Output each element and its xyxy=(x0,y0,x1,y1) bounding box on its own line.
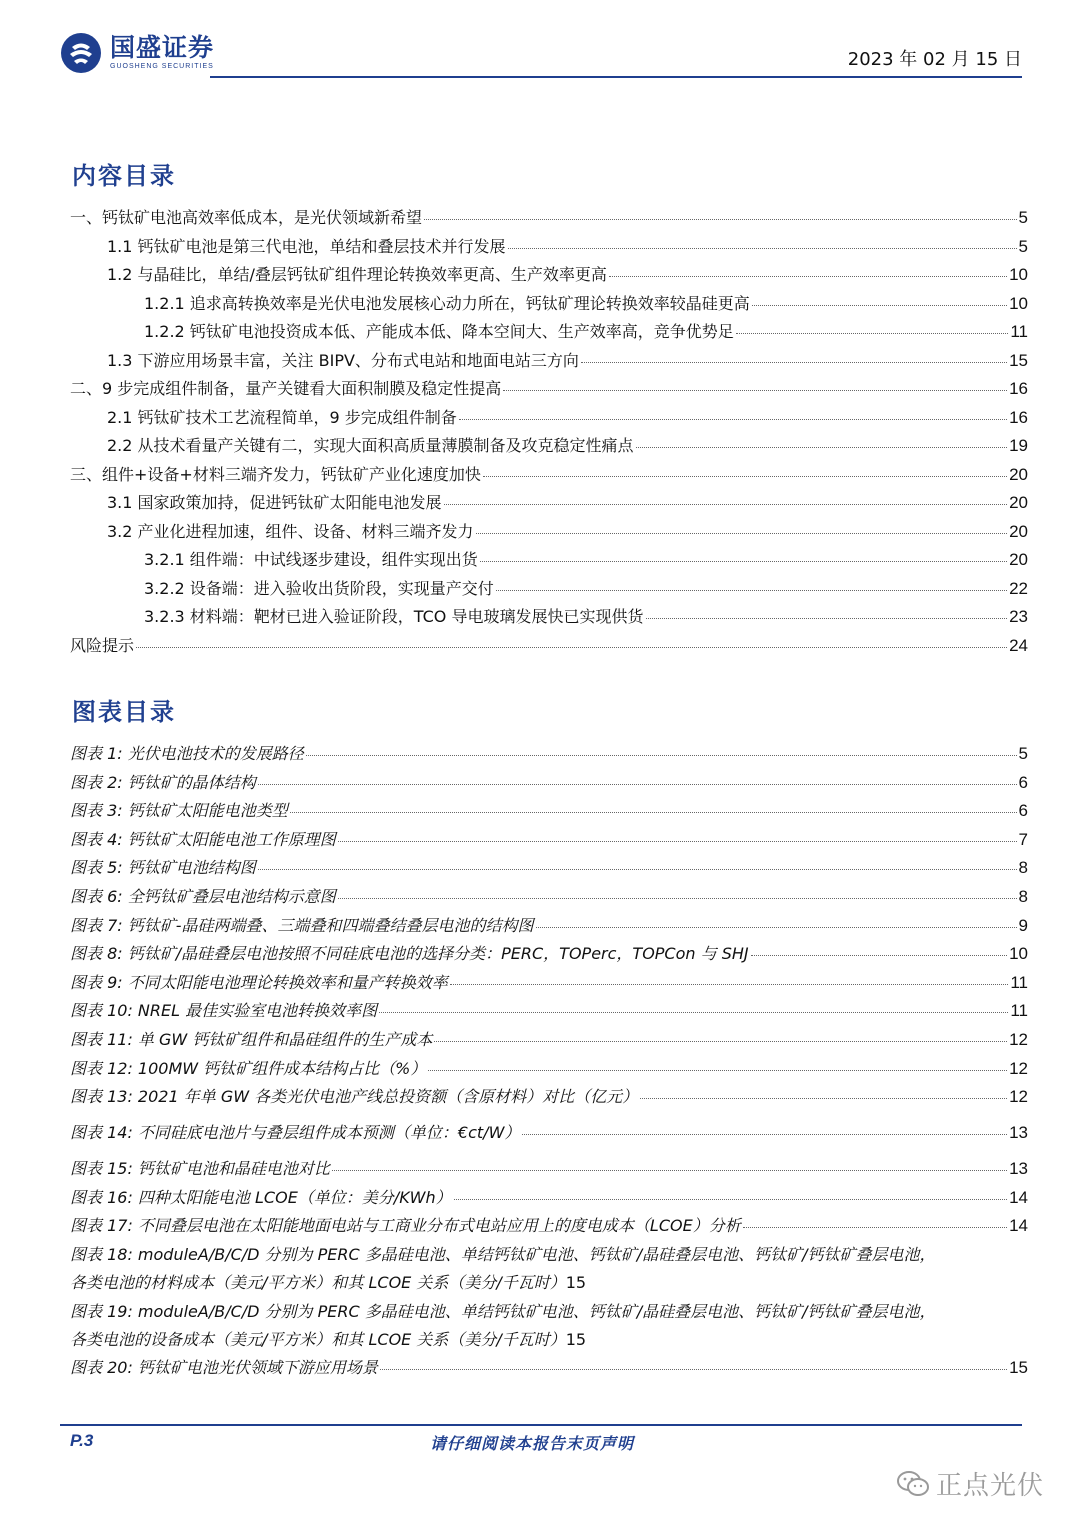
dot-leader xyxy=(522,1134,1007,1135)
figure-entry-text: 图表 6: 全钙钛矿叠层电池结构示意图 xyxy=(70,886,336,906)
figure-entry-text: 图表 17: 不同叠层电池在太阳能地面电站与工商业分布式电站应用上的度电成本（LCOE）分析 xyxy=(70,1216,741,1236)
figure-entry-page: 8 xyxy=(1018,886,1028,906)
figure-entry-text: 图表 12: 100MW 钙钛矿组件成本结构占比（%） xyxy=(70,1058,427,1078)
figure-entry[interactable] xyxy=(70,1159,1028,1179)
toc-entry-text: 3.2.3 材料端：靶材已进入验证阶段，TCO 导电玻璃发展快已实现供货 xyxy=(144,607,644,626)
figure-entry-page: 12 xyxy=(1009,1087,1028,1107)
figure-entry-page: 6 xyxy=(1018,801,1028,821)
figure-entry-page: 11 xyxy=(1010,972,1028,992)
dot-leader xyxy=(444,504,1008,505)
figure-entry-page: 6 xyxy=(1018,772,1028,792)
figure-entry-text: 图表 8: 钙钛矿/晶硅叠层电池按照不同硅底电池的选择分类：PERC，TOPerc，TOPCon 与 SHJ xyxy=(70,944,749,964)
dot-leader xyxy=(338,841,1017,842)
toc-entry-page: 5 xyxy=(1018,208,1028,227)
dot-leader xyxy=(450,984,1009,985)
toc-entry[interactable] xyxy=(70,607,1028,627)
figure-entry-text: 图表 10: NREL 最佳实验室电池转换效率图 xyxy=(70,1001,378,1021)
dot-leader xyxy=(428,1070,1007,1071)
dot-leader xyxy=(136,647,1007,648)
logo-name-cn: 国盛证券 xyxy=(110,33,215,62)
dot-leader xyxy=(636,447,1008,448)
dot-leader xyxy=(751,955,1007,956)
toc-entry[interactable] xyxy=(70,522,1028,542)
dot-leader xyxy=(483,476,1007,477)
figure-entry-text-cont: 各类电池的设备成本（美元/平方米）和其 LCOE 关系（美分/千瓦时） xyxy=(70,1329,566,1349)
figure-entry-text: 图表 14: 不同硅底电池片与叠层组件成本预测（单位：€ct/W） xyxy=(70,1123,521,1143)
dot-leader xyxy=(258,784,1017,785)
dot-leader xyxy=(454,1199,1007,1200)
figure-entry-text-cont: 各类电池的材料成本（美元/平方米）和其 LCOE 关系（美分/千瓦时） xyxy=(70,1272,566,1292)
dot-leader xyxy=(640,1098,1007,1099)
dot-leader xyxy=(332,1170,1007,1171)
figure-entry[interactable] xyxy=(70,830,1028,850)
figure-entry[interactable] xyxy=(70,773,1028,793)
figure-entry-page: 8 xyxy=(1018,858,1028,878)
figure-entry-text: 图表 16: 四种太阳能电池 LCOE（单位：美分/KWh） xyxy=(70,1187,452,1207)
figure-entry[interactable] xyxy=(70,973,1028,993)
figure-entry[interactable] xyxy=(70,1302,1028,1350)
dot-leader xyxy=(646,618,1008,619)
dot-leader xyxy=(581,362,1007,363)
toc-entry[interactable] xyxy=(70,208,1028,228)
dot-leader xyxy=(736,333,1009,334)
dot-leader xyxy=(379,1012,1008,1013)
figures-title: 图表目录 xyxy=(72,698,176,726)
dot-leader xyxy=(338,898,1017,899)
dot-leader xyxy=(752,305,1007,306)
figure-entry-page: 13 xyxy=(1009,1123,1028,1143)
dot-leader xyxy=(380,1369,1007,1370)
header-divider xyxy=(210,76,1022,78)
wechat-watermark xyxy=(896,1465,1044,1502)
toc-entry-page: 20 xyxy=(1009,521,1028,541)
toc-entry-text: 2.1 钙钛矿技术工艺流程简单，9 步完成组件制备 xyxy=(107,407,457,427)
toc-entry[interactable] xyxy=(70,351,1028,371)
figure-entry-text: 图表 9: 不同太阳能电池理论转换效率和量产转换效率 xyxy=(70,972,448,992)
toc-entry-page: 20 xyxy=(1009,493,1028,512)
logo-name-en: GUOSHENG SECURITIES xyxy=(110,63,214,70)
toc-entry[interactable] xyxy=(70,379,1028,399)
dot-leader xyxy=(496,590,1007,591)
company-logo xyxy=(60,32,214,74)
figure-entry[interactable] xyxy=(70,916,1028,936)
toc-entry-text: 1.1 钙钛矿电池是第三代电池，单结和叠层技术并行发展 xyxy=(107,236,506,256)
toc-entry[interactable] xyxy=(70,550,1028,570)
toc-entry-text: 3.1 国家政策加持，促进钙钛矿太阳能电池发展 xyxy=(107,493,442,512)
toc-entry-text: 风险提示 xyxy=(70,635,135,655)
watermark-text: 正点光伏 xyxy=(936,1471,1045,1501)
contents-title: 内容目录 xyxy=(72,162,176,190)
figure-entry-text: 图表 15: 钙钛矿电池和晶硅电池对比 xyxy=(70,1159,330,1179)
figure-entry-page: 14 xyxy=(1009,1187,1028,1207)
toc-entry-text: 3.2 产业化进程加速，组件、设备、材料三端齐发力 xyxy=(107,521,474,541)
figure-entry[interactable] xyxy=(70,1123,1028,1143)
toc-entry-page: 20 xyxy=(1009,550,1028,569)
figure-entry-page: 11 xyxy=(1010,1001,1028,1021)
figure-entry-text: 图表 20: 钙钛矿电池光伏领域下游应用场景 xyxy=(70,1358,378,1378)
toc-entry[interactable] xyxy=(70,237,1028,257)
figure-entry-page: 12 xyxy=(1009,1058,1028,1078)
figure-entry-text: 图表 5: 钙钛矿电池结构图 xyxy=(70,858,256,878)
toc-entry-text: 三、组件+设备+材料三端齐发力，钙钛矿产业化速度加快 xyxy=(70,464,481,484)
toc-entry-page: 16 xyxy=(1009,379,1028,398)
figure-entry[interactable] xyxy=(70,1030,1028,1050)
toc-entry-page: 10 xyxy=(1009,265,1028,284)
toc-entry[interactable] xyxy=(70,436,1028,456)
dot-leader xyxy=(290,812,1017,813)
figure-entry-text: 图表 2: 钙钛矿的晶体结构 xyxy=(70,772,256,792)
page-number: P.3 xyxy=(70,1431,94,1450)
dot-leader xyxy=(536,927,1017,928)
figure-entry[interactable] xyxy=(70,1059,1028,1079)
figure-entry-page: 15 xyxy=(565,1272,587,1292)
figure-entry[interactable] xyxy=(70,1358,1028,1378)
figure-entry-page: 5 xyxy=(1018,744,1028,763)
figure-entry-page: 12 xyxy=(1009,1029,1028,1049)
figure-entry[interactable] xyxy=(70,801,1028,821)
figure-entry[interactable] xyxy=(70,1245,1028,1293)
figure-entry[interactable] xyxy=(70,1216,1028,1236)
toc-entry-page: 11 xyxy=(1010,322,1028,341)
toc-entry-text: 1.2.1 追求高转换效率是光伏电池发展核心动力所在，钙钛矿理论转换效率较晶硅更高 xyxy=(144,293,750,313)
figure-entry-text: 图表 7: 钙钛矿-晶硅两端叠、三端叠和四端叠结叠层电池的结构图 xyxy=(70,915,534,935)
figure-entry-text: 图表 4: 钙钛矿太阳能电池工作原理图 xyxy=(70,829,336,849)
dot-leader xyxy=(459,419,1007,420)
page-header xyxy=(60,30,1022,82)
wechat-icon xyxy=(896,1469,930,1499)
toc-entry-text: 3.2.2 设备端：进入验收出货阶段，实现量产交付 xyxy=(144,578,494,598)
logo-emblem-icon xyxy=(60,32,102,74)
dot-leader xyxy=(743,1227,1007,1228)
toc-entry[interactable] xyxy=(70,636,1028,656)
figure-entry-page: 9 xyxy=(1018,915,1028,935)
figure-entry-text: 图表 1: 光伏电池技术的发展路径 xyxy=(70,744,304,763)
figure-entry-page: 7 xyxy=(1018,829,1028,849)
figure-entry-page: 10 xyxy=(1009,944,1028,964)
toc-entry[interactable] xyxy=(70,579,1028,599)
toc-entry-page: 5 xyxy=(1018,236,1028,256)
figure-entry[interactable] xyxy=(70,887,1028,907)
figure-entry-page: 15 xyxy=(1009,1358,1028,1378)
toc-entry-page: 15 xyxy=(1009,350,1028,370)
toc-entry-page: 10 xyxy=(1009,293,1028,313)
dot-leader xyxy=(609,276,1007,277)
figure-entry[interactable] xyxy=(70,858,1028,878)
figure-entry[interactable] xyxy=(70,1188,1028,1208)
dot-leader xyxy=(503,390,1007,391)
toc-entry-text: 1.2.2 钙钛矿电池投资成本低、产能成本低、降本空间大、生产效率高，竞争优势足 xyxy=(144,322,734,341)
figure-entry[interactable] xyxy=(70,1087,1028,1107)
dot-leader xyxy=(480,561,1007,562)
dot-leader xyxy=(306,755,1017,756)
toc-entry-page: 24 xyxy=(1009,635,1028,655)
toc-entry-page: 19 xyxy=(1009,436,1028,455)
toc-entry[interactable] xyxy=(70,465,1028,485)
dot-leader xyxy=(434,1041,1007,1042)
toc-entry-text: 3.2.1 组件端：中试线逐步建设，组件实现出货 xyxy=(144,550,478,569)
toc-entry[interactable] xyxy=(70,322,1028,342)
figure-entry-text: 图表 11: 单 GW 钙钛矿组件和晶硅组件的生产成本 xyxy=(70,1029,433,1049)
toc-entry-page: 22 xyxy=(1009,578,1028,598)
figure-entry-page: 13 xyxy=(1009,1159,1028,1179)
toc-entry-text: 二、9 步完成组件制备，量产关键看大面积制膜及稳定性提高 xyxy=(70,379,502,398)
dot-leader xyxy=(508,248,1017,249)
figure-entry-text: 图表 18: moduleA/B/C/D 分别为 PERC 多晶硅电池、单结钙钛矿电池、钙钛矿/晶硅叠层电池、钙钛矿/钙钛矿叠层电池， xyxy=(70,1244,936,1264)
dot-leader xyxy=(258,869,1017,870)
figure-entry[interactable] xyxy=(70,1001,1028,1021)
figure-entry-text: 图表 13: 2021 年单 GW 各类光伏电池产线总投资额（含原材料）对比（亿元） xyxy=(70,1087,639,1107)
figure-entry[interactable] xyxy=(70,744,1028,764)
toc-entry-text: 1.2 与晶硅比，单结/叠层钙钛矿组件理论转换效率更高、生产效率更高 xyxy=(107,265,607,284)
dot-leader xyxy=(424,219,1017,220)
toc-entry[interactable] xyxy=(70,493,1028,513)
toc-entry[interactable] xyxy=(70,408,1028,428)
toc-entry[interactable] xyxy=(70,265,1028,285)
contents-list xyxy=(70,208,1028,664)
figure-entry-text: 图表 19: moduleA/B/C/D 分别为 PERC 多晶硅电池、单结钙钛矿电池、钙钛矿/晶硅叠层电池、钙钛矿/钙钛矿叠层电池， xyxy=(70,1301,936,1321)
toc-entry-text: 2.2 从技术看量产关键有二，实现大面积高质量薄膜制备及攻克稳定性痛点 xyxy=(107,436,634,455)
toc-entry-page: 16 xyxy=(1009,407,1028,427)
figure-entry[interactable] xyxy=(70,944,1028,964)
figure-entry-text: 图表 3: 钙钛矿太阳能电池类型 xyxy=(70,801,288,821)
footer-divider xyxy=(60,1424,1022,1426)
toc-entry-text: 一、钙钛矿电池高效率低成本，是光伏领域新希望 xyxy=(70,208,423,227)
dot-leader xyxy=(476,533,1008,534)
toc-entry[interactable] xyxy=(70,294,1028,314)
toc-entry-page: 20 xyxy=(1009,464,1028,484)
figure-entry-page: 15 xyxy=(565,1329,587,1349)
figures-list xyxy=(70,744,1028,1387)
toc-entry-page: 23 xyxy=(1009,607,1028,626)
footer-disclaimer: 请仔细阅读本报告末页声明 xyxy=(430,1434,635,1453)
toc-entry-text: 1.3 下游应用场景丰富，关注 BIPV、分布式电站和地面电站三方向 xyxy=(107,350,579,370)
report-date: 2023 年 02 月 15 日 xyxy=(847,49,1022,70)
figure-entry-page: 14 xyxy=(1009,1216,1028,1236)
